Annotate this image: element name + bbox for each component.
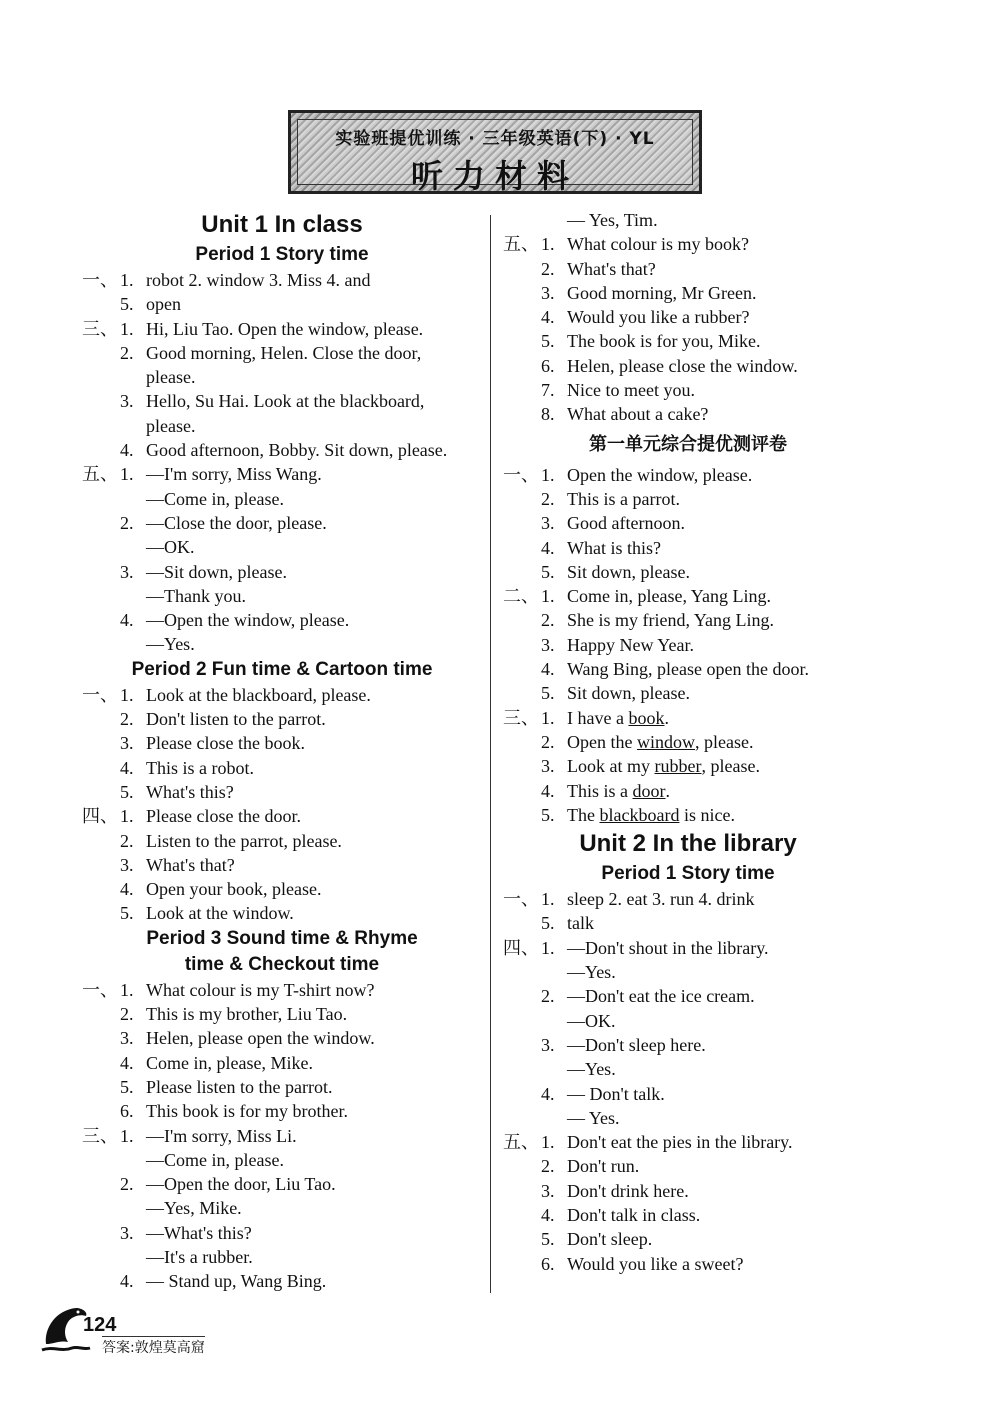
item-number: 2.	[120, 709, 134, 730]
line-text: What about a cake?	[567, 404, 709, 425]
unit2-list	[503, 887, 873, 1276]
answer-line	[82, 1002, 482, 1026]
answer-line	[503, 1057, 873, 1081]
line-text: Sit down, please.	[567, 683, 690, 704]
line-text: Please close the book.	[146, 733, 305, 754]
line-text: Wang Bing, please open the door.	[567, 659, 809, 680]
item-number: 5.	[541, 804, 555, 825]
item-number: 3.	[120, 561, 134, 582]
unit2-period1-heading: Period 1 Story time	[601, 863, 775, 885]
item-number: 2.	[541, 610, 555, 631]
item-number: 2.	[541, 731, 555, 752]
item-number: 3.	[541, 513, 555, 534]
unit1-test-heading: 第一单元综合提优测评卷	[589, 433, 787, 455]
item-number: 4.	[120, 440, 134, 461]
answer-line	[82, 341, 482, 365]
line-text: —I'm sorry, Miss Wang.	[146, 464, 322, 485]
line-text: Open the window, please.	[567, 464, 753, 485]
item-number: 2.	[541, 1156, 555, 1177]
answer-line	[82, 438, 482, 462]
answer-line	[82, 584, 482, 608]
answer-line	[503, 281, 873, 305]
answer-line	[503, 208, 873, 232]
item-number: 4.	[120, 1052, 134, 1073]
answer-line	[503, 1252, 873, 1276]
item-number: 4.	[120, 1271, 134, 1292]
item-number: 2.	[120, 342, 134, 363]
answer-line	[503, 633, 873, 657]
answer-line	[503, 1227, 873, 1251]
text-after: .	[664, 707, 669, 728]
line-text: sleep 2. eat 3. run 4. drink	[567, 889, 755, 910]
underlined-word: rubber	[654, 756, 702, 777]
header-subtitle: 实验班提优训练 · 三年级英语(下) · YL	[335, 129, 655, 149]
answer-line	[503, 584, 873, 608]
answer-line	[503, 1203, 873, 1227]
answer-line	[82, 804, 482, 828]
answer-line	[82, 608, 482, 632]
text-after: , please.	[694, 731, 754, 752]
item-number: 1.	[120, 684, 134, 705]
period1-heading: Period 1 Story time	[195, 244, 369, 265]
answer-line	[82, 389, 482, 413]
line-text: —Sit down, please.	[146, 561, 287, 582]
section-label: 一、	[82, 270, 118, 290]
left-column	[82, 208, 482, 1294]
item-number: 5.	[541, 1229, 555, 1250]
line-text: —It's a rubber.	[146, 1246, 253, 1267]
answer-line	[82, 1124, 482, 1148]
line-text: Listen to the parrot, please.	[146, 830, 342, 851]
text-after: , please.	[701, 756, 760, 777]
underlined-word: window	[636, 731, 695, 752]
line-text: Hello, Su Hai. Look at the blackboard,	[146, 391, 425, 412]
answer-line	[82, 780, 482, 804]
line-text: Sit down, please.	[567, 561, 690, 582]
line-text: This is a parrot.	[567, 488, 680, 509]
line-text: —Yes.	[146, 634, 195, 655]
line-text: What colour is my T-shirt now?	[146, 979, 375, 1000]
line-text: — Yes, Tim.	[567, 210, 658, 230]
page-title: 听力材料	[410, 157, 579, 195]
item-number: 1.	[120, 979, 134, 1000]
text-before: Look at my	[567, 756, 655, 777]
item-number: 2.	[120, 1004, 134, 1025]
line-text: robot 2. window 3. Miss 4. and	[146, 270, 371, 290]
line-text: — Stand up, Wang Bing.	[146, 1271, 327, 1292]
item-number: 5.	[120, 781, 134, 802]
item-number: 1.	[541, 1132, 555, 1153]
section-label: 四、	[503, 937, 539, 958]
item-number: 6.	[541, 1253, 555, 1274]
line-text: Would you like a sweet?	[567, 1253, 744, 1274]
line-text: Look at the window.	[146, 903, 294, 924]
underlined-word: book	[628, 707, 665, 728]
answer-line	[82, 1221, 482, 1245]
page-number: 124	[83, 1314, 117, 1336]
footer-text: 答案:敦煌莫高窟	[102, 1336, 205, 1357]
column-divider	[490, 215, 491, 1293]
line-text: —Yes.	[567, 962, 616, 983]
item-number: 5.	[120, 1076, 134, 1097]
line-text: Come in, please, Mike.	[146, 1052, 313, 1073]
line-text	[567, 803, 735, 827]
answer-line	[503, 911, 873, 935]
underlined-word: door	[632, 780, 666, 801]
line-text: Don't eat the pies in the library.	[567, 1132, 793, 1153]
answer-line	[503, 354, 873, 378]
answer-line	[503, 305, 873, 329]
answer-line	[82, 268, 482, 292]
answer-line	[82, 632, 482, 656]
line-text: please.	[146, 367, 196, 388]
line-text: The book is for you, Mike.	[567, 331, 761, 352]
item-number: 4.	[120, 610, 134, 631]
answer-line	[503, 706, 873, 730]
line-text: —Don't sleep here.	[567, 1034, 706, 1055]
line-text: Don't drink here.	[567, 1180, 689, 1201]
line-text: Don't sleep.	[567, 1229, 653, 1250]
item-number: 4.	[541, 1204, 555, 1225]
item-number: 1.	[541, 586, 555, 607]
answer-line	[82, 1269, 482, 1293]
answer-line	[82, 462, 482, 486]
item-number: 4.	[541, 1083, 555, 1104]
line-text: —Come in, please.	[146, 488, 284, 509]
section-label: 一、	[82, 684, 118, 705]
item-number: 3.	[541, 634, 555, 655]
line-text: —Open the door, Liu Tao.	[146, 1174, 336, 1195]
header-inner	[297, 119, 693, 195]
line-text: —Come in, please.	[146, 1149, 284, 1170]
line-text	[567, 730, 753, 754]
line-text: Would you like a rubber?	[567, 307, 750, 328]
answer-line	[82, 365, 482, 389]
line-text: —Yes.	[567, 1059, 616, 1080]
answer-line	[503, 960, 873, 984]
item-number: 1.	[120, 270, 134, 290]
line-text: — Yes.	[567, 1107, 620, 1128]
line-text: —Yes, Mike.	[146, 1198, 242, 1219]
item-number: 5.	[120, 903, 134, 924]
line-text: —I'm sorry, Miss Li.	[146, 1125, 297, 1146]
item-number: 2.	[120, 1174, 134, 1195]
period3-heading-cont: time & Checkout time	[184, 953, 380, 975]
item-number: 8.	[541, 404, 555, 425]
section-label: 三、	[82, 1125, 118, 1146]
item-number: 3.	[120, 1222, 134, 1243]
page-footer	[38, 1300, 268, 1360]
text-before: Open the	[567, 731, 637, 752]
line-text: please.	[146, 415, 196, 436]
line-text: Look at the blackboard, please.	[146, 684, 371, 705]
item-number: 2.	[541, 258, 555, 279]
item-number: 4.	[120, 879, 134, 900]
answer-line	[503, 1130, 873, 1154]
answer-line	[82, 535, 482, 559]
section-label: 五、	[503, 234, 539, 255]
line-text	[567, 779, 670, 803]
item-number: 3.	[120, 1028, 134, 1049]
item-number: 5.	[120, 294, 134, 315]
item-number: 4.	[541, 780, 555, 801]
text-before: I have a	[567, 707, 629, 728]
answer-line	[503, 511, 873, 535]
period1-list	[82, 268, 482, 657]
answer-line	[503, 1154, 873, 1178]
answer-line	[82, 829, 482, 853]
line-text: Good morning, Mr Green.	[567, 282, 757, 303]
section-label: 三、	[82, 318, 118, 339]
line-text: Don't listen to the parrot.	[146, 709, 326, 730]
line-text: Don't run.	[567, 1156, 640, 1177]
answer-line	[503, 730, 873, 754]
line-text: Open your book, please.	[146, 879, 322, 900]
line-text: She is my friend, Yang Ling.	[567, 610, 774, 631]
answer-line	[82, 1099, 482, 1123]
line-text: Happy New Year.	[567, 634, 694, 655]
header-banner	[288, 110, 702, 194]
item-number: 1.	[120, 1125, 134, 1146]
text-after: is nice.	[679, 804, 735, 825]
unit2-heading: Unit 2 In the library	[579, 830, 797, 858]
item-number: 2.	[120, 512, 134, 533]
answer-line	[503, 887, 873, 911]
answer-line	[82, 1148, 482, 1172]
line-text: Good afternoon, Bobby. Sit down, please.	[146, 440, 448, 461]
unit1-heading: Unit 1 In class	[201, 211, 363, 238]
line-text: What's that?	[567, 258, 656, 279]
answer-line	[503, 378, 873, 402]
item-number: 2.	[541, 488, 555, 509]
answer-line	[503, 560, 873, 584]
item-number: 4.	[120, 757, 134, 778]
answer-line	[82, 292, 482, 316]
period3-list	[82, 978, 482, 1294]
line-text: This is my brother, Liu Tao.	[146, 1004, 348, 1025]
line-text: This is a robot.	[146, 757, 254, 778]
item-number: 2.	[120, 830, 134, 851]
item-number: 1.	[541, 707, 555, 728]
answer-line	[82, 560, 482, 584]
period2-list	[82, 683, 482, 926]
period3-heading: Period 3 Sound time & Rhyme	[146, 927, 418, 949]
line-text: — Don't talk.	[567, 1083, 665, 1104]
section-label: 三、	[503, 707, 539, 728]
item-number: 4.	[541, 537, 555, 558]
line-text: Nice to meet you.	[567, 380, 695, 401]
answer-line	[82, 853, 482, 877]
item-number: 6.	[120, 1101, 134, 1122]
line-text: Helen, please close the window.	[567, 355, 798, 376]
line-text: open	[146, 294, 181, 315]
answer-line	[503, 681, 873, 705]
item-number: 3.	[541, 282, 555, 303]
answer-line	[82, 1196, 482, 1220]
line-text: —Thank you.	[146, 585, 246, 606]
answer-line	[503, 754, 873, 778]
right-column	[503, 208, 873, 1276]
answer-line	[82, 414, 482, 438]
answer-line	[503, 329, 873, 353]
section-label: 五、	[503, 1132, 539, 1153]
item-number: 3.	[120, 733, 134, 754]
line-text: Don't talk in class.	[567, 1204, 701, 1225]
item-number: 3.	[120, 391, 134, 412]
item-number: 1.	[541, 889, 555, 910]
line-text: talk	[567, 913, 594, 934]
line-text: —OK.	[146, 537, 195, 558]
item-number: 5.	[541, 331, 555, 352]
item-number: 3.	[541, 1034, 555, 1055]
line-text	[567, 706, 669, 730]
line-text: —What's this?	[146, 1222, 252, 1243]
answer-line	[503, 536, 873, 560]
answer-line	[503, 779, 873, 803]
answer-line	[82, 1245, 482, 1269]
item-number: 6.	[541, 355, 555, 376]
answer-line	[503, 1106, 873, 1130]
item-number: 1.	[541, 464, 555, 485]
section-label: 一、	[503, 889, 539, 910]
answer-line	[82, 317, 482, 341]
text-before: The	[567, 804, 600, 825]
underline-list	[503, 706, 873, 827]
text-before: This is a	[567, 780, 633, 801]
answer-line	[82, 511, 482, 535]
underlined-word: blackboard	[599, 804, 680, 825]
line-text: —Don't eat the ice cream.	[567, 986, 755, 1007]
item-number: 3.	[541, 1180, 555, 1201]
answer-line	[503, 1009, 873, 1033]
item-number: 3.	[541, 756, 555, 777]
line-text	[567, 754, 760, 778]
answer-line	[503, 608, 873, 632]
line-text: Helen, please open the window.	[146, 1028, 375, 1049]
item-number: 4.	[541, 307, 555, 328]
section-label: 四、	[82, 806, 118, 827]
item-number: 5.	[541, 683, 555, 704]
line-text: —Don't shout in the library.	[567, 937, 769, 958]
section-label: 五、	[82, 464, 118, 485]
answer-line	[503, 984, 873, 1008]
answer-line	[503, 1082, 873, 1106]
answer-line	[503, 657, 873, 681]
answer-line	[503, 936, 873, 960]
answer-line	[82, 707, 482, 731]
item-number: 5.	[541, 561, 555, 582]
item-number: 5.	[541, 913, 555, 934]
answer-line	[503, 803, 873, 827]
line-text: What's that?	[146, 854, 235, 875]
line-text: —Open the window, please.	[146, 610, 350, 631]
answer-line	[503, 487, 873, 511]
item-number: 1.	[120, 806, 134, 827]
item-number: 4.	[541, 659, 555, 680]
line-text: What is this?	[567, 537, 661, 558]
line-text: Please listen to the parrot.	[146, 1076, 333, 1097]
answer-line	[82, 1051, 482, 1075]
answer-line	[503, 402, 873, 426]
item-number: 1.	[120, 464, 134, 485]
item-number: 3.	[120, 854, 134, 875]
section-label: 一、	[503, 464, 539, 485]
answer-line	[503, 232, 873, 256]
item-number: 7.	[541, 380, 555, 401]
answer-line	[82, 877, 482, 901]
line-text: Come in, please, Yang Ling.	[567, 586, 771, 607]
answer-line	[503, 1179, 873, 1203]
answer-line	[503, 463, 873, 487]
answer-line	[82, 1026, 482, 1050]
answer-line	[82, 731, 482, 755]
answer-line	[82, 901, 482, 925]
answer-line	[82, 487, 482, 511]
answer-line	[503, 257, 873, 281]
answer-line	[82, 1172, 482, 1196]
period2-heading: Period 2 Fun time & Cartoon time	[131, 658, 433, 680]
answer-line	[82, 1075, 482, 1099]
answer-line	[82, 756, 482, 780]
line-text: This book is for my brother.	[146, 1101, 348, 1122]
line-text: Good afternoon.	[567, 513, 685, 534]
item-number: 1.	[120, 318, 134, 339]
answer-line	[82, 683, 482, 707]
text-after: .	[665, 780, 670, 801]
line-text: Hi, Liu Tao. Open the window, please.	[146, 318, 424, 339]
section-label: 二、	[503, 586, 539, 607]
item-number: 2.	[541, 986, 555, 1007]
line-text: —OK.	[567, 1010, 616, 1031]
item-number: 1.	[541, 234, 555, 255]
test-list	[503, 463, 873, 706]
line-text: Good morning, Helen. Close the door,	[146, 342, 422, 363]
line-text: What's this?	[146, 781, 234, 802]
answer-line	[503, 1033, 873, 1057]
line-text: What colour is my book?	[567, 234, 749, 255]
item-number: 1.	[541, 937, 555, 958]
section-label: 一、	[82, 979, 118, 1000]
line-text: Please close the door.	[146, 806, 301, 827]
continued-list	[503, 208, 873, 427]
answer-line	[82, 978, 482, 1002]
line-text: —Close the door, please.	[146, 512, 327, 533]
